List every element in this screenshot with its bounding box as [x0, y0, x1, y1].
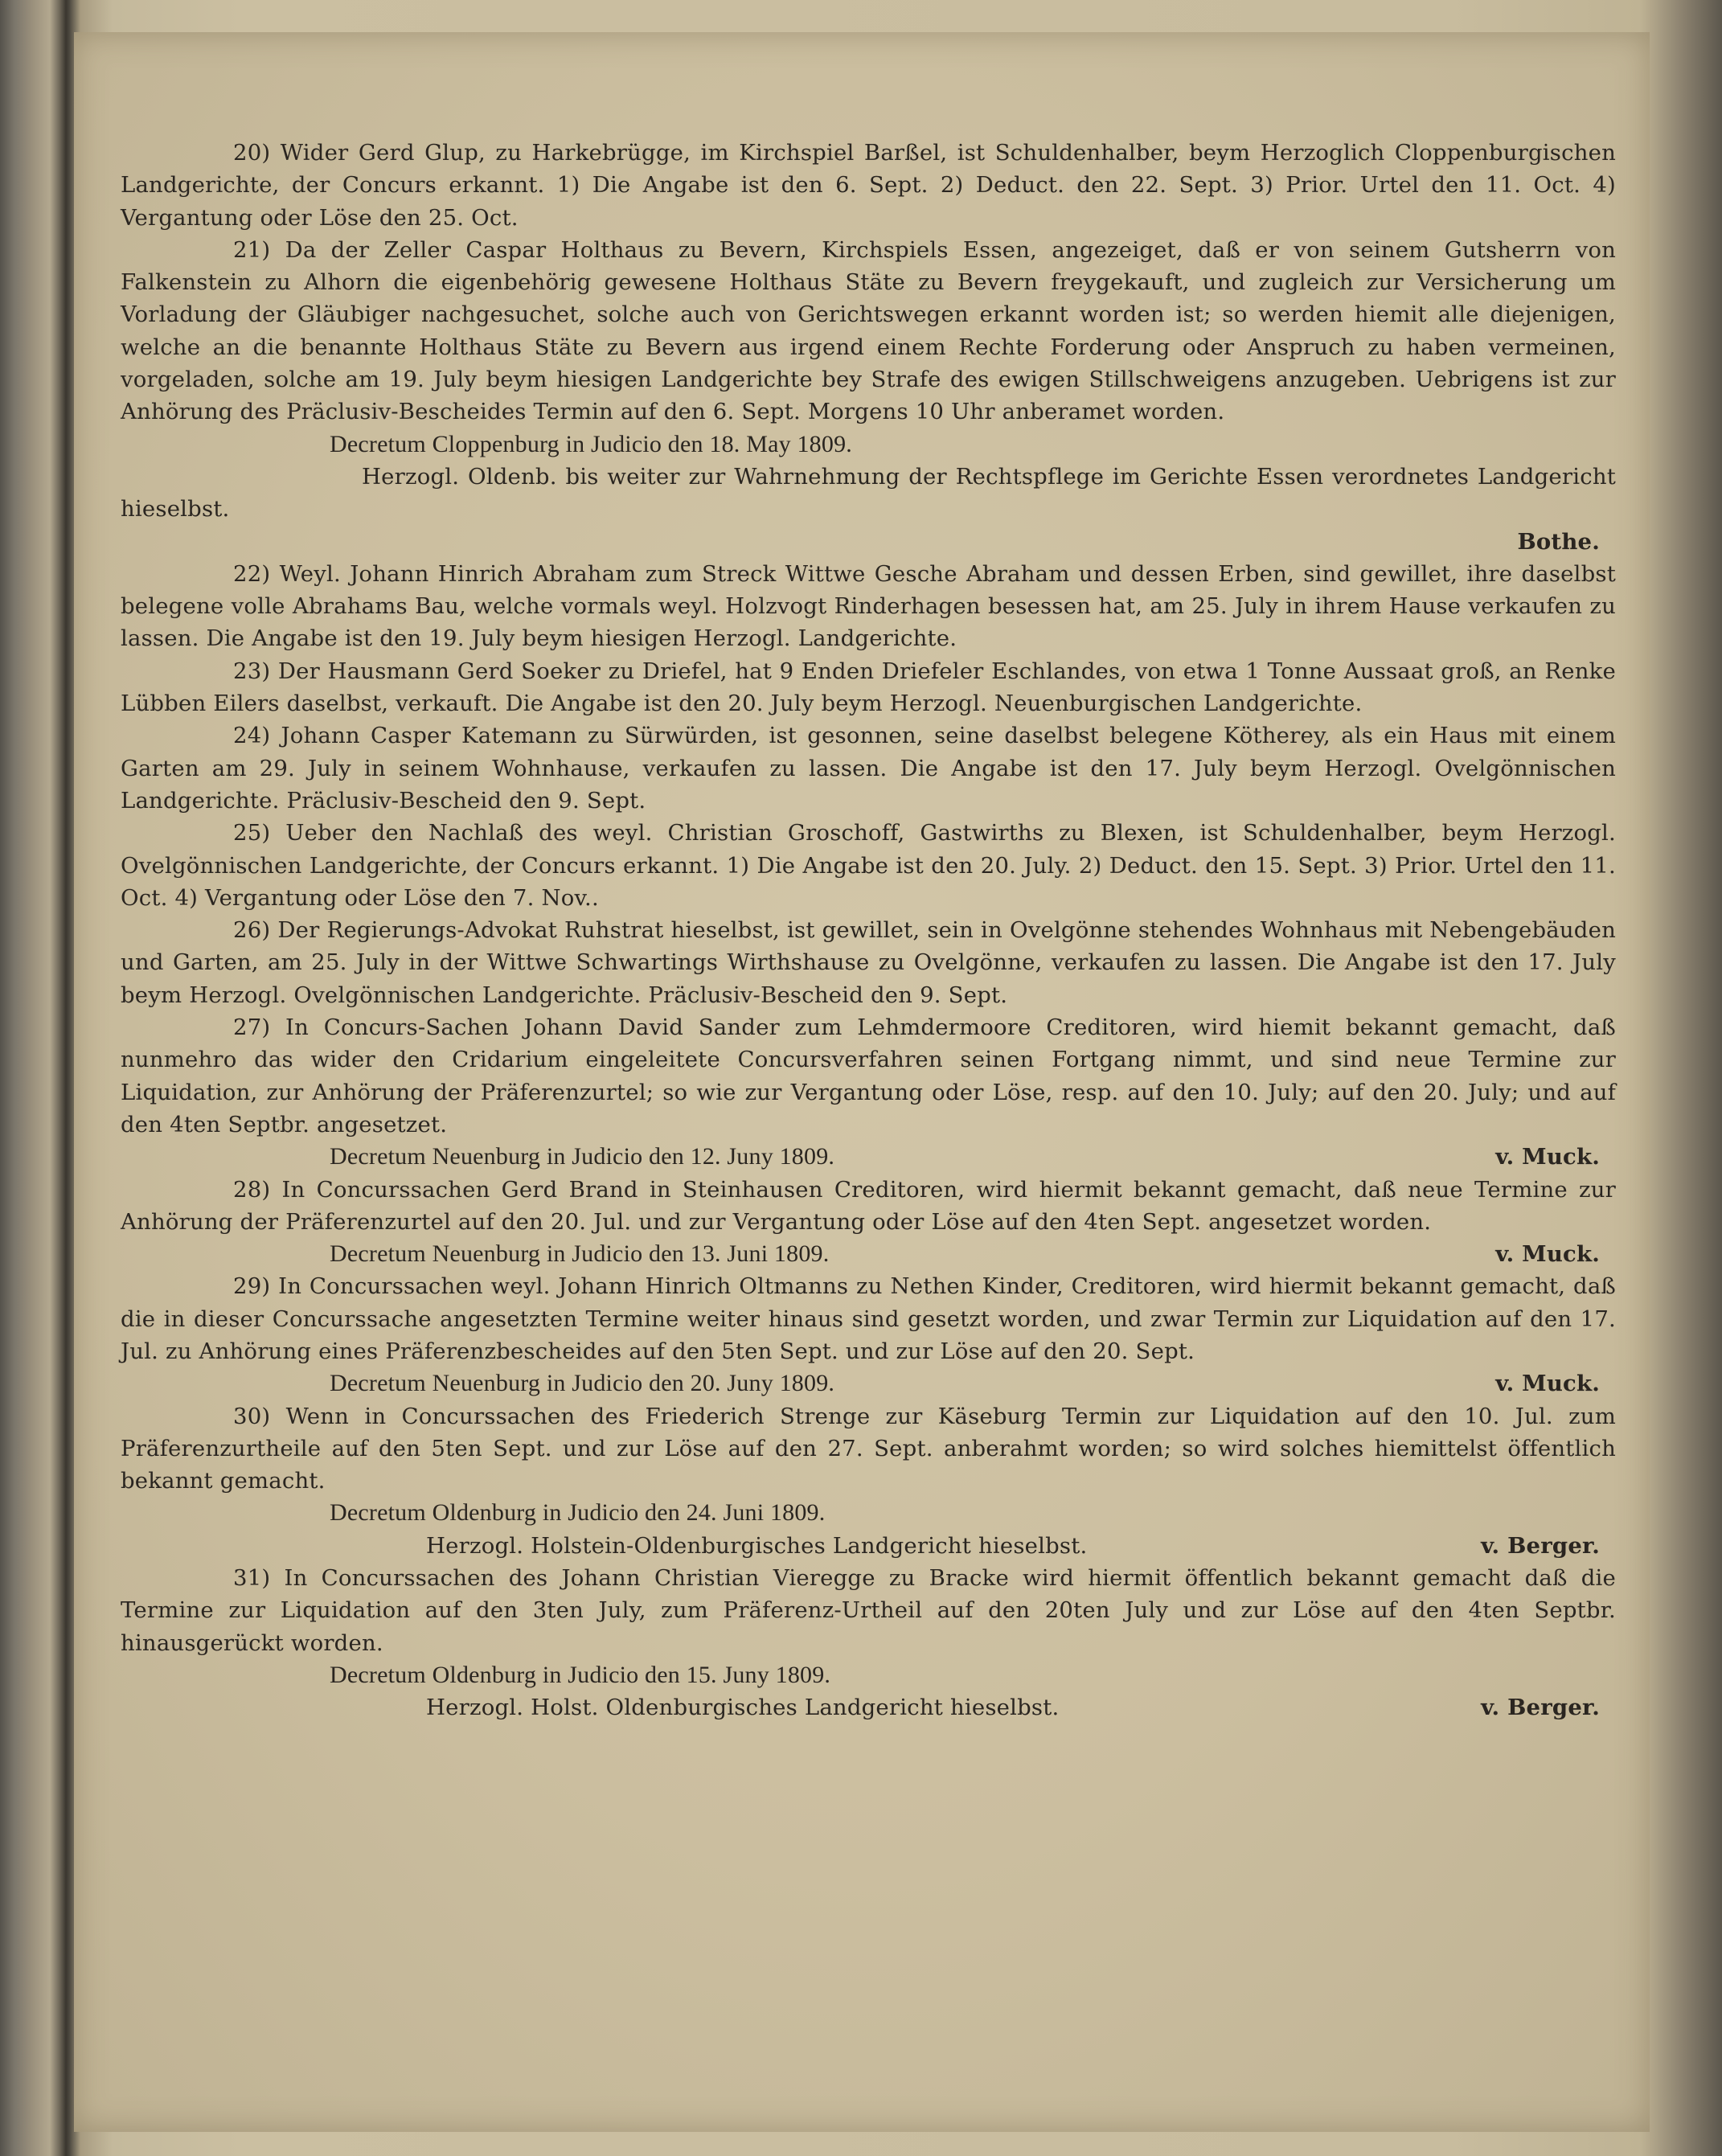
notice-27-decree: Decretum Neuenburg in Judicio den 12. Juny 1809. [330, 1143, 835, 1170]
notice-26: 26) Der Regierungs-Advokat Ruhstrat hieselbst, ist gewillet, sein in Ovelgönne stehendes Wohnhaus mit Nebengebäuden und Garten, am 25. July in der Wittwe Schwartings Wirthshause zu Ovelgönne, verkaufen zu lassen. Die Angabe ist den 17. July beym Herzogl. Ovelgönnischen Landgerichte. Präclusiv-Bescheid den 9. Sept. [121, 917, 1616, 1008]
notice-30: 30) Wenn in Concurssachen des Friederich Strenge zur Käseburg Termin zur Liquidation auf den 10. Jul. zum Präferenzurtheile auf den 5ten Sept. und zur Löse auf den 27. Sept. anberahmt worden; so wird solches hiemittelst öffentlich bekannt gemacht. [121, 1403, 1616, 1494]
notice-29: 29) In Concurssachen weyl. Johann Hinrich Oltmanns zu Nethen Kinder, Creditoren, wird hiermit bekannt gemacht, daß die in dieser Concurssache angesetzten Termine weiter hinaus sind gesetzt worden, und zwar Termin zur Liquidation auf den 17. Jul. zu Anhörung eines Präferenzbescheides auf den 5ten Sept. und zur Löse auf den 20. Sept. [121, 1273, 1616, 1364]
document-body [121, 137, 1616, 1724]
notice-24: 24) Johann Casper Katemann zu Sürwürden, ist gesonnen, seine daselbst belegene Kötherey, als ein Haus mit einem Garten am 29. July in seinem Wohnhause, verkaufen zu lassen. Die Angabe ist den 17. July beym Herzogl. Ovelgönnischen Landgerichte. Präclusiv-Bescheid den 9. Sept. [121, 723, 1616, 814]
notice-22: 22) Weyl. Johann Hinrich Abraham zum Streck Wittwe Gesche Abraham und dessen Erben, sind gewillet, ihre daselbst belegene volle Abrahams Bau, welche vormals weyl. Holzvogt Rinderhagen besessen hat, am 25. July in ihrem Hause verkaufen zu lassen. Die Angabe ist den 19. July beym hiesigen Herzogl. Landgerichte. [121, 560, 1616, 652]
notice-28-decree-line [121, 1238, 1616, 1270]
notice-31-signature: v. Berger. [1481, 1695, 1600, 1721]
notice-29-decree-line [121, 1367, 1616, 1400]
notice-27-decree-line [121, 1141, 1616, 1173]
notice-30-signature: v. Berger. [1481, 1532, 1600, 1559]
notice-25: 25) Ueber den Nachlaß des weyl. Christian Groschoff, Gastwirths zu Blexen, ist Schuldenhalber, beym Herzogl. Ovelgönnischen Landgerichte, der Concurs erkannt. 1) Die Angabe ist den 20. July. 2) Deduct. den 15. Sept. 3) Prior. Urtel den 11. Oct. 4) Vergantung oder Löse den 7. Nov.. [121, 820, 1616, 911]
notice-28-decree: Decretum Neuenburg in Judicio den 13. Juni 1809. [330, 1240, 830, 1268]
notice-21-signature: Bothe. [1517, 528, 1600, 555]
notice-21-authority: Herzogl. Oldenb. bis weiter zur Wahrnehmung der Rechtspflege im Gerichte Essen verordnetes Landgericht hieselbst. [121, 463, 1616, 523]
notice-30-authority: Herzogl. Holstein-Oldenburgisches Landgericht hieselbst. [426, 1532, 1088, 1559]
notice-21-decree: Decretum Cloppenburg in Judicio den 18. May 1809. [330, 430, 852, 457]
notice-31-decree: Decretum Oldenburg in Judicio den 15. Juny 1809. [330, 1661, 831, 1688]
notice-31-authority-line [121, 1691, 1616, 1724]
notice-27: 27) In Concurs-Sachen Johann David Sander zum Lehmdermoore Creditoren, wird hiemit bekannt gemacht, daß nunmehro das wider den Cridarium eingeleitete Concursverfahren seinen Fortgang nimmt, und sind neue Termine zur Liquidation, zur Anhörung der Präferenzurtel; so wie zur Vergantung oder Löse, resp. auf den 10. July; auf den 20. July; und auf den 4ten Septbr. angesetzet. [121, 1014, 1616, 1137]
notice-27-signature: v. Muck. [1495, 1144, 1600, 1170]
document-page [74, 32, 1650, 2132]
notice-30-authority-line [121, 1530, 1616, 1562]
notice-28-signature: v. Muck. [1495, 1241, 1600, 1268]
notice-23: 23) Der Hausmann Gerd Soeker zu Driefel, hat 9 Enden Driefeler Eschlandes, von etwa 1 Tonne Aussaat groß, an Renke Lübben Eilers daselbst, verkauft. Die Angabe ist den 20. July beym Herzogl. Neuenburgischen Landgerichte. [121, 658, 1616, 717]
notice-31-authority: Herzogl. Holst. Oldenburgisches Landgericht hieselbst. [426, 1695, 1060, 1721]
notice-29-decree: Decretum Neuenburg in Judicio den 20. Juny 1809. [330, 1370, 835, 1397]
notice-28: 28) In Concurssachen Gerd Brand in Steinhausen Creditoren, wird hiermit bekannt gemacht, daß neue Termine zur Anhörung der Präferenzurtel auf den 20. Jul. und zur Vergantung oder Löse auf den 4ten Sept. angesetzet worden. [121, 1176, 1616, 1235]
notice-20: 20) Wider Gerd Glup, zu Harkebrügge, im Kirchspiel Barßel, ist Schuldenhalber, beym Herzoglich Cloppenburgischen Landgerichte, der Concurs erkannt. 1) Die Angabe ist den 6. Sept. 2) Deduct. den 22. Sept. 3) Prior. Urtel den 11. Oct. 4) Vergantung oder Löse den 25. Oct. [121, 140, 1616, 231]
notice-30-decree: Decretum Oldenburg in Judicio den 24. Juni 1809. [330, 1499, 826, 1527]
notice-21: 21) Da der Zeller Caspar Holthaus zu Bevern, Kirchspiels Essen, angezeiget, daß er von seinem Gutsherrn von Falkenstein zu Alhorn die eigenbehörig gewesene Holthaus Stäte zu Bevern freygekauft, und zugleich zur Versicherung um Vorladung der Gläubiger nachgesuchet, solche auch von Gerichtswegen erkannt worden ist; so werden hiemit alle diejenigen, welche an die benannte Holthaus Stäte zu Bevern aus irgend einem Rechte Forderung oder Anspruch zu haben vermeinen, vorgeladen, solche am 19. July beym hiesigen Landgerichte bey Strafe des ewigen Stillschweigens anzugeben. Uebrigens ist zur Anhörung des Präclusiv-Bescheides Termin auf den 6. Sept. Morgens 10 Uhr anberamet worden. [121, 236, 1616, 425]
notice-29-signature: v. Muck. [1495, 1371, 1600, 1397]
notice-31: 31) In Concurssachen des Johann Christian Vieregge zu Bracke wird hiermit öffentlich bekannt gemacht daß die Termine zur Liquidation auf den 3ten July, zum Präferenz-Urtheil auf den 20ten July und zur Löse auf den 4ten Septbr. hinausgerückt worden. [121, 1565, 1616, 1656]
